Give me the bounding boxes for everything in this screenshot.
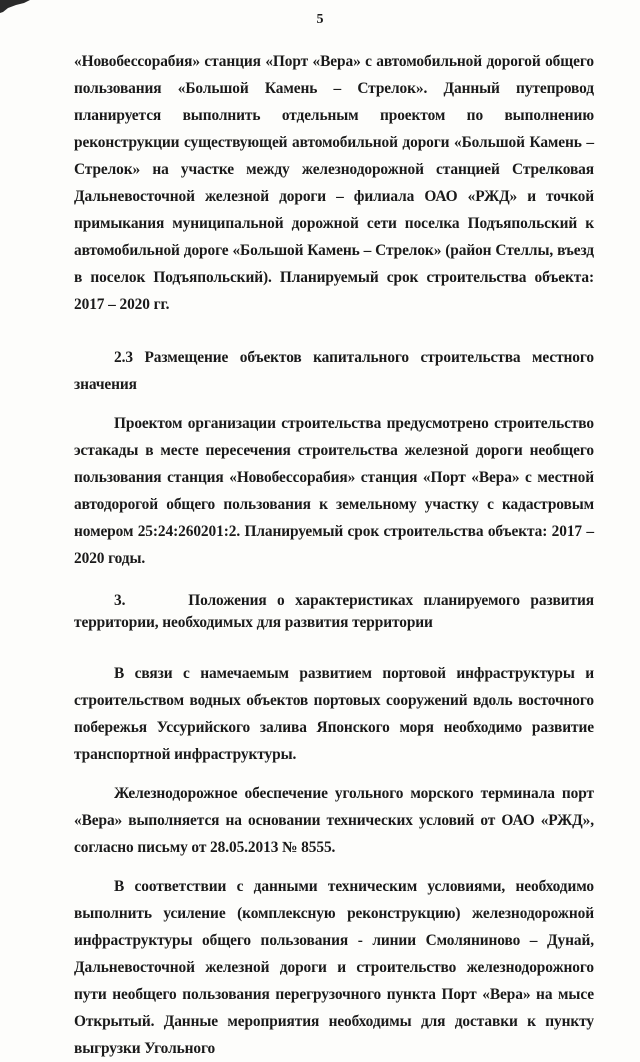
- section-number: 3.: [114, 592, 126, 609]
- paragraph-rail-support: Железнодорожное обеспечение угольного морского терминала порт «Вера» выполняется на основании технических условий от ОАО «РЖД», согласно письму от 28.05.2013 № 8555.: [74, 785, 594, 856]
- section-title: Положения о характеристиках планируемого развития территории, необходимых для развития территории: [74, 592, 594, 631]
- paragraph-continuation: «Новобессорабия» станция «Порт «Вера» с автомобильной дорогой общего пользования «Большой Камень – Стрелок». Данный путепровод планируется выполнить отдельным проектом по выполнению реконструкции существующей автомобильной дороги «Большой Камень – Стрелок» на участке между железнодорожной станцией Стрелковая Дальневосточной железной дороги – филиала ОАО «РЖД» и точкой примыкания муниципальной дорожной сети поселка Подъяпольский к автомобильной дороге «Большой Камень – Стрелок» (район Стеллы, въезд в поселок Подъяпольский). Планируемый срок строительства объекта: 2017 – 2020 гг.: [74, 53, 594, 313]
- paragraph-port-development: В связи с намечаемым развитием портовой инфраструктуры и строительством водных объектов портовых сооружений вдоль восточного побережья Уссурийского залива Японского моря необходимо развитие транспортной инфраструктуры.: [74, 665, 594, 763]
- subsection-heading: 2.3 Размещение объектов капитального строительства местного значения: [74, 349, 594, 393]
- page-number: 5: [316, 12, 324, 27]
- document-body: [74, 48, 594, 1062]
- paragraph-technical-conditions: В соответствии с данными техническим условиями, необходимо выполнить усиление (комплексную реконструкцию) железнодорожной инфраструктуры общего пользования - линии Смоляниново – Дунай, Дальневосточной железной дороги и строительство железнодорожного пути необщего пользования перегрузочного пункта Порт «Вера» на мысе Открытый. Данные мероприятия необходимы для доставки к пункту выгрузки Угольного: [74, 878, 594, 1057]
- section-heading: [74, 590, 594, 634]
- paragraph-overpass: Проектом организации строительства предусмотрено строительство эстакады в месте пересечения строительства железной дороги необщего пользования станция «Новобессорабия» станция «Порт «Вера» с местной автодорогой общего пользования к земельному участку с кадастровым номером 25:24:260201:2. Планируемый срок строительства объекта: 2017 – 2020 годы.: [74, 415, 594, 567]
